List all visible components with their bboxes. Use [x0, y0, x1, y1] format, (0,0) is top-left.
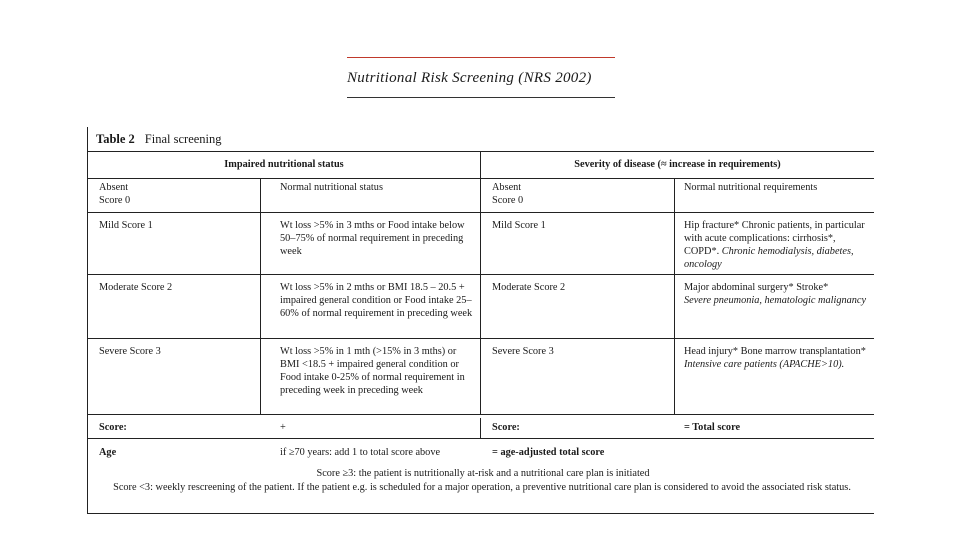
title-rule-bottom	[347, 97, 615, 98]
table-rule	[88, 274, 874, 275]
table-label: Table 2	[96, 132, 135, 146]
row-severe-disease-desc: Head injury* Bone marrow transplantation* Intensive care patients (APACHE>10).	[684, 346, 866, 370]
table-rule	[88, 438, 874, 439]
footnote-rescreening: Score <3: weekly rescreening of the patient. If the patient e.g. is scheduled for a major operation, a preventive nutritional care plan is considered to avoid the associated risk status.	[113, 482, 851, 493]
score-plus: +	[280, 422, 286, 433]
row-moderate-disease-level: Moderate Score 2	[492, 282, 566, 293]
row-severe-disease-level: Severe Score 3	[492, 346, 554, 357]
table-rule	[88, 178, 874, 179]
table-rule	[88, 212, 874, 213]
table-divider	[674, 178, 675, 414]
score-label-left: Score:	[99, 422, 127, 433]
age-label: Age	[99, 447, 117, 458]
row-moderate-disease-desc: Major abdominal surgery* Stroke* Severe pneumonia, hematologic malignancy	[684, 282, 867, 306]
row-mild-nutrition-level: Mild Score 1	[99, 220, 153, 231]
header-nutrition: Impaired nutritional status	[224, 159, 344, 170]
title-rule-top	[347, 57, 615, 58]
row-absent-disease-level: Absent Score 0	[492, 182, 524, 206]
row-severe-nutrition-level: Severe Score 3	[99, 346, 161, 357]
table-caption-text: Final screening	[144, 132, 222, 146]
table-caption	[96, 132, 222, 147]
header-disease: Severity of disease (≈ increase in requirements)	[574, 159, 781, 170]
score-label-right: Score:	[492, 422, 520, 433]
row-moderate-nutrition-desc: Wt loss >5% in 2 mths or BMI 18.5 – 20.5 + impaired general condition or Food intake 25–60% of normal requirement in preceding week	[280, 282, 473, 319]
row-absent-disease-desc: Normal nutritional requirements	[684, 182, 818, 193]
table-rule	[88, 338, 874, 339]
row-mild-disease-desc: Hip fracture* Chronic patients, in particular with acute complications: cirrhosis*, COPD*. Chronic hemodialysis, diabetes, oncology	[684, 220, 865, 270]
table-divider	[480, 151, 481, 414]
total-score-label: = Total score	[684, 422, 741, 433]
title-block	[347, 57, 615, 98]
row-mild-nutrition-desc: Wt loss >5% in 3 mths or Food intake below 50–75% of normal requirement in preceding week	[280, 220, 465, 257]
footnote-at-risk: Score ≥3: the patient is nutritionally at-risk and a nutritional care plan is initiated	[316, 468, 650, 479]
row-absent-nutrition-level: Absent Score 0	[99, 182, 131, 206]
row-moderate-nutrition-level: Moderate Score 2	[99, 282, 173, 293]
table-rule	[88, 414, 874, 415]
screening-table	[87, 127, 874, 514]
table-rule	[88, 151, 874, 152]
age-adjusted-label: = age-adjusted total score	[492, 447, 605, 458]
table-divider	[480, 418, 481, 438]
row-mild-disease-level: Mild Score 1	[492, 220, 546, 231]
row-absent-nutrition-desc: Normal nutritional status	[280, 182, 383, 193]
table-divider	[260, 178, 261, 414]
age-rule-text: if ≥70 years: add 1 to total score above	[280, 447, 441, 458]
page-title: Nutritional Risk Screening (NRS 2002)	[347, 70, 592, 86]
row-severe-nutrition-desc: Wt loss >5% in 1 mth (>15% in 3 mths) or BMI <18.5 + impaired general condition or Food intake 0-25% of normal requirement in preceding week in preceding week	[280, 346, 465, 396]
